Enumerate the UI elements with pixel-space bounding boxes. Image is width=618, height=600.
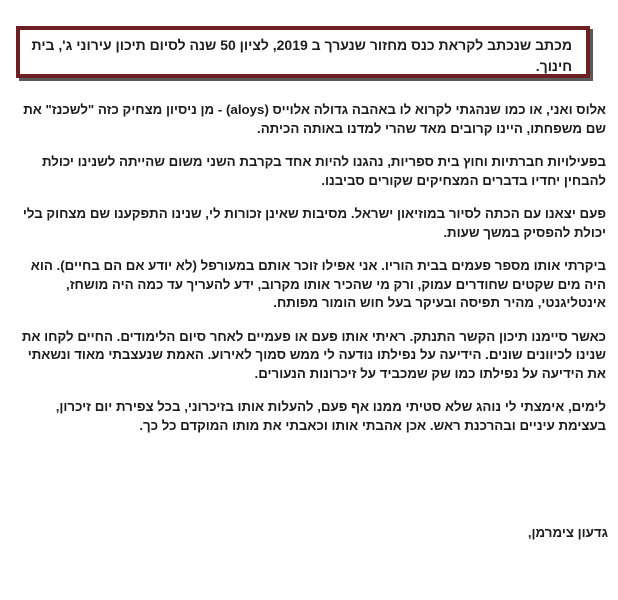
title-box (16, 26, 590, 78)
paragraph-5: כאשר סיימנו תיכון הקשר התנתק. ראיתי אותו פעם או פעמיים לאחר סיום הלימודים. החיים לקחו את שנינו לכיוונים שונים. הידיעה על נפילתו נודעה לי ממש סמוך לאירוע. האמת שנעצבתי מאוד ונשאתי את הידיעה על נפילתו כמו שק שמכביד על זיכרונות הנעורים. (21, 328, 606, 381)
letter-body (14, 101, 606, 450)
paragraph-4: ביקרתי אותו מספר פעמים בבית הוריו. אני אפילו זוכר אותם במעורפל (לא יודע אם הם בחיים). הוא היה מים שקטים שחודרים עמוק, ורק מי שהכיר אותו מקרוב, ידע להעריך עד כמה היה מושחז, אינטליגנטי, מהיר תפיסה ובעיקר בעל חוש הומור מפותח. (30, 258, 606, 310)
letter-title: מכתב שנכתב לקראת כנס מחזור שנערך ב 2019, לציון 50 שנה לסיום תיכון עירוני ג', בית חינוך. (31, 37, 572, 74)
paragraph-2: בפעילויות חברתיות וחוץ בית ספריות, נהגנו להיות אחד בקרבת השני משום שהייתה לשנינו יכולת להבחין יחדיו בדברים המצחיקים שקורים סביבנו. (41, 154, 606, 188)
signature: גדעון צימרמן, (527, 525, 608, 540)
paragraph-1: אלוס ואני, או כמו שנהגתי לקרוא לו באהבה גדולה אלוייס (aloys) - מן ניסיון מצחיק כזה "לשכנז" את שם משפחתו, היינו קרובים מאד שהרי למדנו באותה הכיתה. (23, 102, 606, 136)
paragraph-3: פעם יצאנו עם הכתה לסיור במוזיאון ישראל. מסיבות שאינן זכורות לי, שנינו התפקענו שם מצחוק בלי יכולת להפסיק במשך שעות. (22, 206, 606, 240)
paragraph-6: לימים, אימצתי לי נוהג שלא סטיתי ממנו אף פעם, להעלות אותו בזיכרוני, בכל צפירת יום זיכרון, בעצימת עיניים ובהרכנת ראש. אכן אהבתי אותו וכאבתי את מותו המוקדם כל כך. (55, 399, 606, 433)
